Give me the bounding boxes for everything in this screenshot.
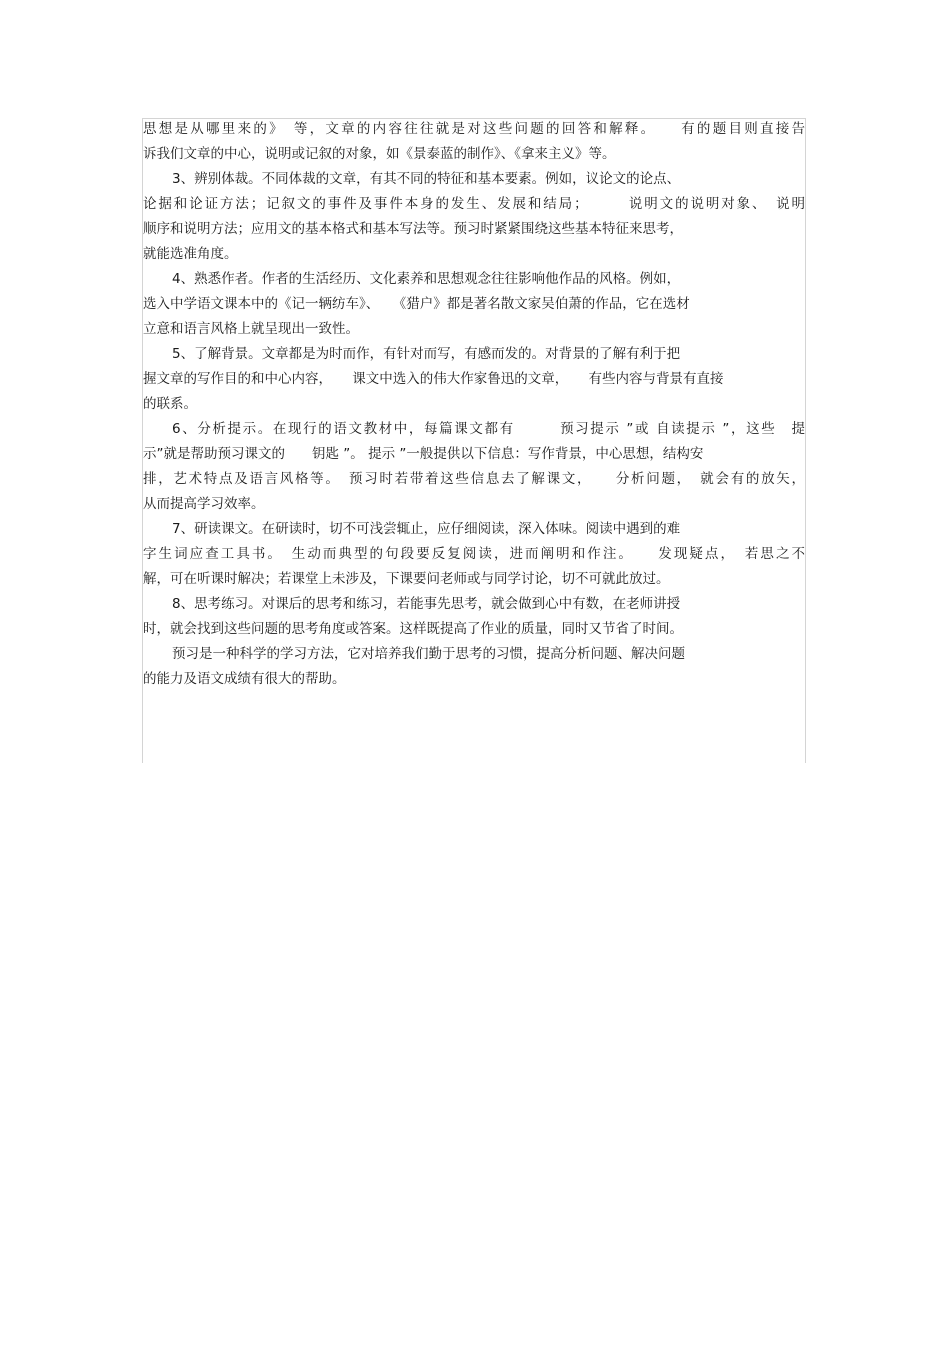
paragraph-point-7 bbox=[143, 517, 805, 592]
text-line: 5、了解背景。文章都是为时而作，有针对而写，有感而发的。对背景的了解有利于把 bbox=[172, 346, 681, 362]
text-line: 选入中学语文课本中的《记一辆纺车》、 《猎户》都是著名散文家吴伯萧的作品，它在选材 bbox=[143, 296, 690, 312]
text-line: 从而提高学习效率。 bbox=[143, 496, 265, 512]
text-line: 6、分析提示。在现行的语文教材中，每篇课文都有 预习提示 ”或 自读提示 ”，这些 提 bbox=[172, 421, 805, 437]
text-line: 立意和语言风格上就呈现出一致性。 bbox=[143, 321, 359, 337]
text-line: 3、辨别体裁。不同体裁的文章，有其不同的特征和基本要素。例如，议论文的论点、 bbox=[172, 171, 681, 187]
paragraph-point-4 bbox=[143, 267, 805, 342]
text-line: 诉我们文章的中心，说明或记叙的对象，如《景泰蓝的制作》、《拿来主义》等。 bbox=[143, 146, 616, 162]
paragraph-point-6 bbox=[143, 417, 805, 517]
text-line: 预习是一种科学的学习方法，它对培养我们勤于思考的习惯，提高分析问题、解决问题 bbox=[172, 646, 685, 662]
text-line: 8、思考练习。对课后的思考和练习，若能事先思考，就会做到心中有数，在老师讲授 bbox=[172, 596, 681, 612]
paragraph-point-3 bbox=[143, 167, 805, 267]
text-line: 时，就会找到这些问题的思考角度或答案。这样既提高了作业的质量，同时又节省了时间。 bbox=[143, 621, 683, 637]
paragraph-intro-continued bbox=[143, 117, 805, 167]
paragraph-conclusion bbox=[143, 642, 805, 692]
text-line: 字生词应查工具书。 生动而典型的句段要反复阅读，进而阐明和作注。 发现疑点， 若思之不 bbox=[143, 546, 805, 562]
text-line: 4、熟悉作者。作者的生活经历、文化素养和思想观念往往影响他作品的风格。例如， bbox=[172, 271, 681, 287]
text-line: 握文章的写作目的和中心内容， 课文中选入的伟大作家鲁迅的文章， 有些内容与背景有直接 bbox=[143, 371, 724, 387]
text-line: 排，艺术特点及语言风格等。 预习时若带着这些信息去了解课文， 分析问题， 就会有的放矢， bbox=[143, 471, 805, 487]
text-line: 论据和论证方法；记叙文的事件及事件本身的发生、发展和结局； 说明文的说明对象、 说明 bbox=[143, 196, 805, 212]
text-line: 思想是从哪里来的》 等，文章的内容往往就是对这些问题的回答和解释。 有的题目则直接告 bbox=[143, 121, 805, 137]
text-line: 的能力及语文成绩有很大的帮助。 bbox=[143, 671, 346, 687]
text-line: 的联系。 bbox=[143, 396, 197, 412]
text-line: 顺序和说明方法；应用文的基本格式和基本写法等。预习时紧紧围绕这些基本特征来思考， bbox=[143, 221, 683, 237]
text-line: 7、研读课文。在研读时，切不可浅尝辄止，应仔细阅读，深入体味。阅读中遇到的难 bbox=[172, 521, 681, 537]
text-line: 示”就是帮助预习课文的 钥匙 ”。 提示 ”一般提供以下信息：写作背景，中心思想，结构安 bbox=[143, 446, 704, 462]
document-body bbox=[143, 117, 805, 692]
paragraph-point-5 bbox=[143, 342, 805, 417]
text-line: 就能选准角度。 bbox=[143, 246, 238, 262]
paragraph-point-8 bbox=[143, 592, 805, 642]
text-line: 解，可在听课时解决；若课堂上未涉及，下课要问老师或与同学讨论，切不可就此放过。 bbox=[143, 571, 670, 587]
